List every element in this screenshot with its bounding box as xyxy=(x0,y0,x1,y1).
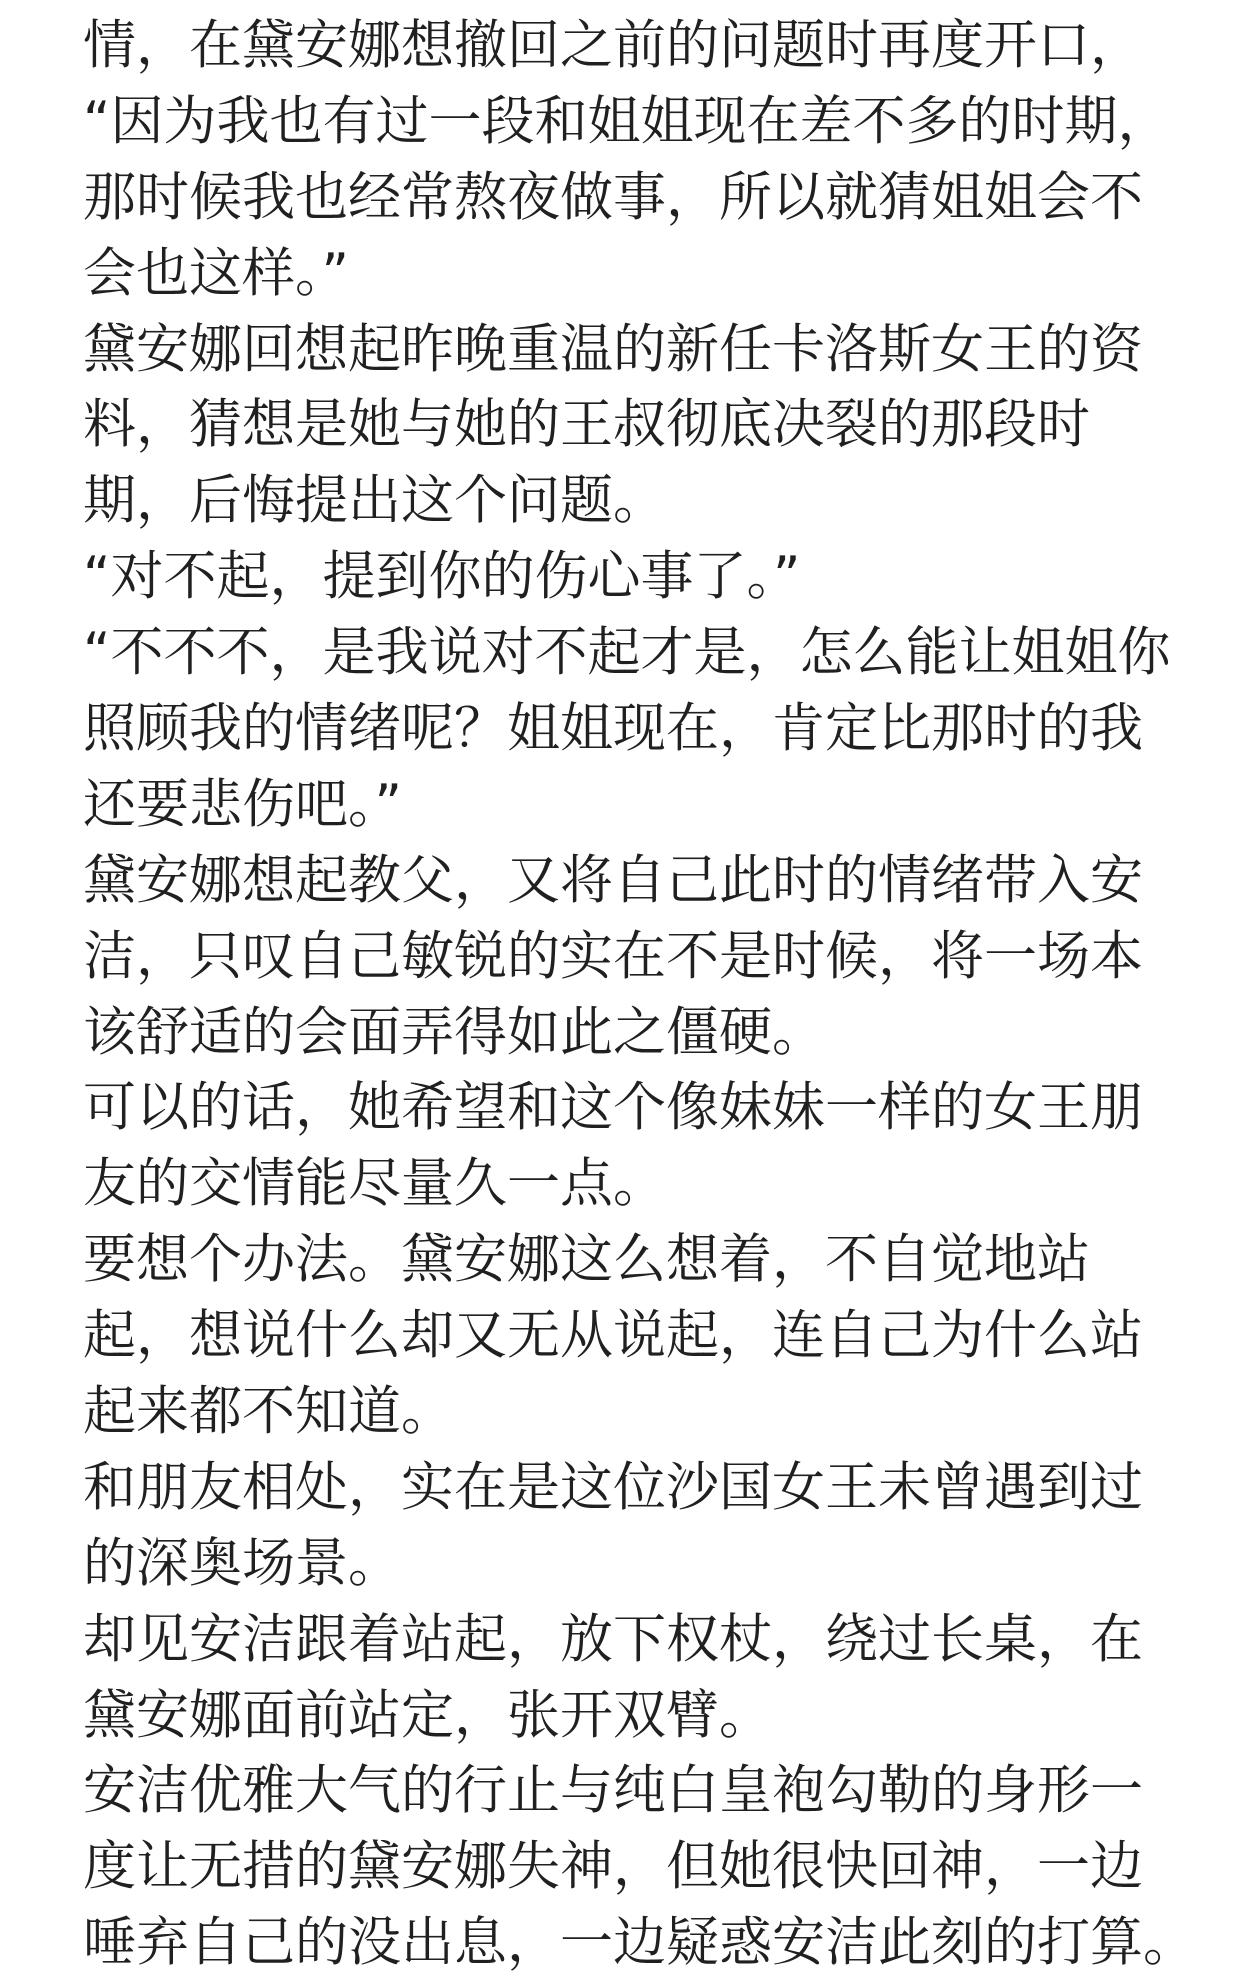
text-line: 却见安洁跟着站起，放下权杖，绕过长桌，在 xyxy=(83,1608,1143,1670)
text-line: 期，后悔提出这个问题。 xyxy=(83,470,666,532)
text-line: 可以的话，她希望和这个像妹妹一样的女王朋 xyxy=(83,1077,1143,1139)
text-line: 黛安娜想起教父，又将自己此时的情绪带入安 xyxy=(83,849,1143,911)
text-line: 黛安娜面前站定，张开双臂。 xyxy=(83,1684,772,1746)
text-body xyxy=(83,8,1233,1981)
text-line: 友的交情能尽量久一点。 xyxy=(83,1153,666,1215)
text-line: 度让无措的黛安娜失神，但她很快回神，一边 xyxy=(83,1836,1143,1898)
text-line: 会也这样。” xyxy=(83,242,349,304)
text-line: 该舒适的会面弄得如此之僵硬。 xyxy=(83,1001,825,1063)
text-line: 安洁优雅大气的行止与纯白皇袍勾勒的身形一 xyxy=(83,1760,1143,1822)
text-line: 和朋友相处，实在是这位沙国女王未曾遇到过 xyxy=(83,1456,1143,1518)
text-line: 那时候我也经常熬夜做事，所以就猜姐姐会不 xyxy=(83,166,1143,228)
text-line: 起来都不知道。 xyxy=(83,1381,454,1443)
text-line: 洁，只叹自己敏锐的实在不是时候，将一场本 xyxy=(83,925,1143,987)
text-line: 要想个办法。黛安娜这么想着，不自觉地站 xyxy=(83,1229,1090,1291)
text-line: 料，猜想是她与她的王叔彻底决裂的那段时 xyxy=(83,394,1090,456)
text-line: 黛安娜回想起昨晚重温的新任卡洛斯女王的资 xyxy=(83,318,1143,380)
text-line: 起，想说什么却又无从说起，连自己为什么站 xyxy=(83,1305,1143,1367)
text-line: 还要悲伤吧。” xyxy=(83,773,402,835)
text-line: “因为我也有过一段和姐姐现在差不多的时期， xyxy=(83,90,1171,152)
text-line: 的深奥场景。 xyxy=(83,1532,401,1594)
text-line: “对不起，提到你的伤心事了。” xyxy=(83,546,801,608)
text-line: 唾弃自己的没出息，一边疑惑安洁此刻的打算。 xyxy=(83,1912,1196,1974)
text-line: 照顾我的情绪呢？姐姐现在，肯定比那时的我 xyxy=(83,698,1143,760)
text-line: 情，在黛安娜想撤回之前的问题时再度开口， xyxy=(83,15,1143,76)
text-line: “不不不，是我说对不起才是，怎么能让姐姐你 xyxy=(83,622,1171,684)
